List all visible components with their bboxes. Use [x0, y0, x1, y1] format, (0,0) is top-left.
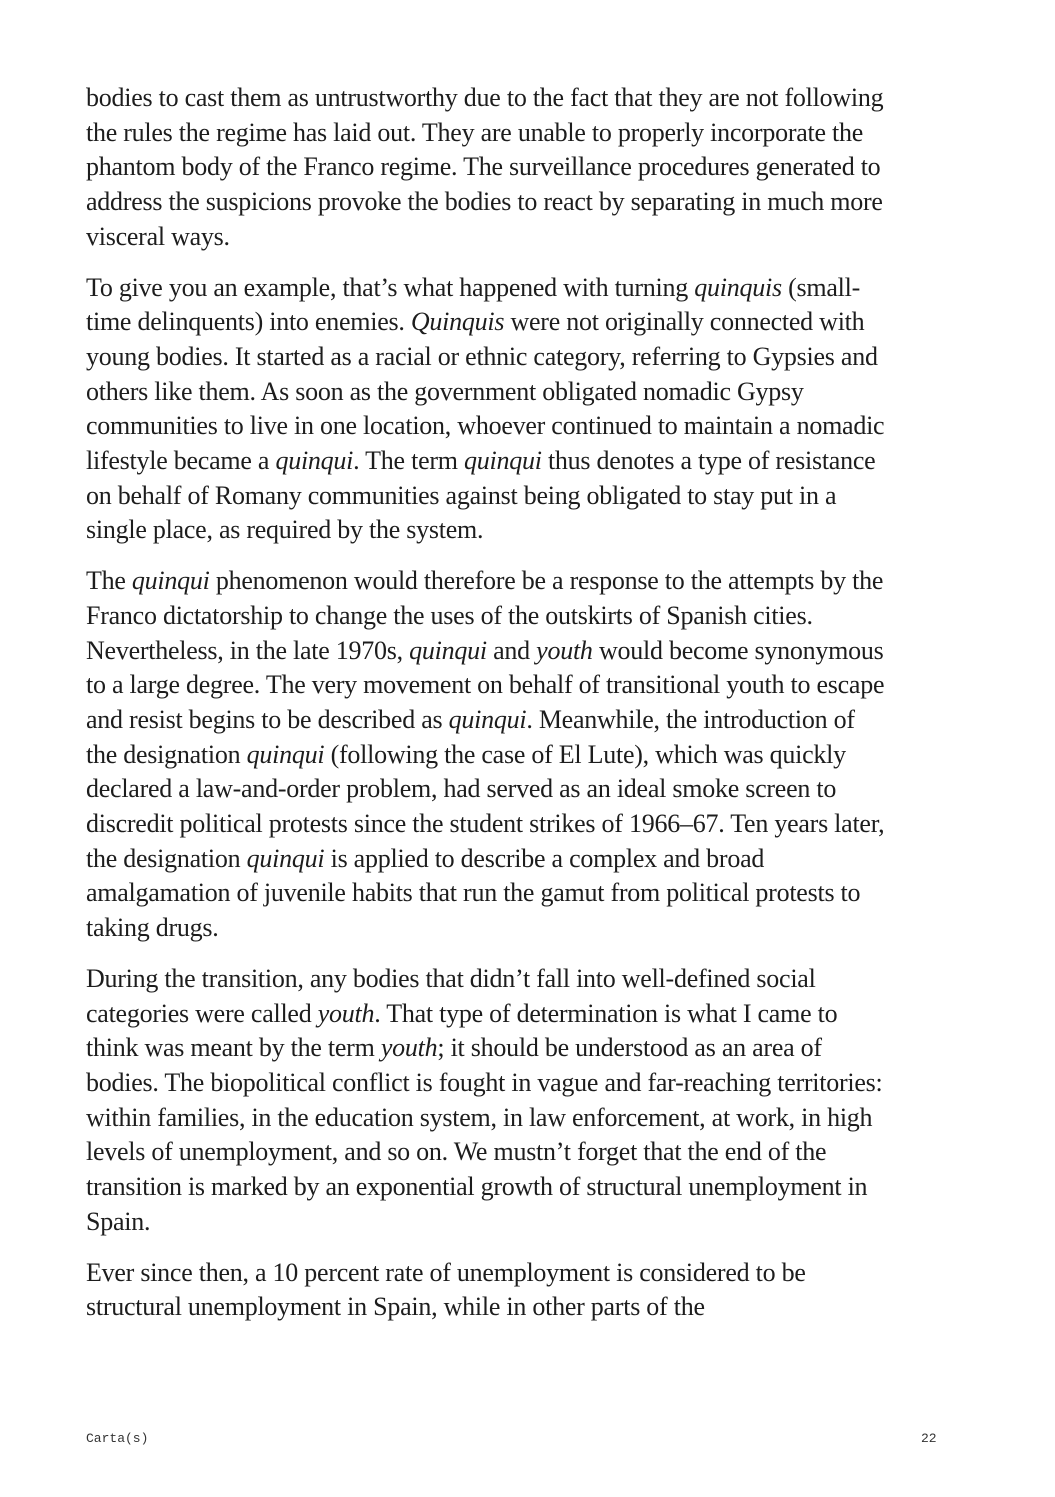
body-text — [86, 81, 886, 1325]
text-run: thus denotes a type of resistance on behalf of Romany communities against being obligated to stay put in a single place, as required by the system. — [86, 446, 876, 545]
italic-term: quinqui — [464, 446, 542, 476]
italic-term: quinqui — [246, 739, 325, 769]
text-run: is applied to describe a complex and broad amalgamation of juvenile habits that run the gamut from political protests to taking drugs. — [86, 843, 861, 943]
italic-term: quinqui — [131, 566, 210, 596]
text-run: The — [86, 566, 132, 596]
paragraph-5 — [86, 1256, 886, 1325]
text-run: . Meanwhile, the introduction of the designation — [86, 704, 855, 769]
italic-term: youth — [380, 1033, 438, 1063]
italic-term: Quinquis — [410, 307, 505, 337]
text-run: and — [486, 635, 537, 665]
paragraph-4 — [86, 962, 886, 1240]
text-run: would become synonymous to a large degree. The very movement on behalf of transitional youth to escape and resist begins to be described as — [86, 635, 885, 734]
text-run: ; it should be understood as an area of bodies. The biopolitical conflict is fought in vague and far-reaching territories: within families, in the education system, in law enforcement, at work, in high levels of unemployment, and so on. We mustn’t forget that the end of the transition is marked by an exponential growth of structural unemployment in Spain. — [86, 1033, 883, 1236]
paragraph-1 — [86, 81, 886, 255]
text-run: To give you an example, that’s what happened with turning — [86, 272, 695, 302]
text-run: . The term — [353, 446, 464, 476]
paragraph-2 — [86, 271, 886, 549]
text-run: . That type of determination is what I came to think was meant by the term — [86, 998, 838, 1063]
italic-term: quinqui — [275, 446, 354, 476]
publication-title: Carta(s) — [86, 1431, 149, 1446]
text-run: (small-time delinquents) into enemies. — [86, 272, 860, 337]
text-run: (following the case of El Lute), which was quickly declared a law-and-order problem, had served as an ideal smoke screen to discredit political protests since the student strikes of 1966–67. Ten years later, the designation — [86, 739, 885, 873]
italic-term: youth — [317, 998, 375, 1028]
page-number: 22 — [921, 1431, 937, 1446]
paragraph-3 — [86, 564, 886, 946]
text-run: were not originally connected with young bodies. It started as a racial or ethnic category, referring to Gypsies and others like them. As soon as the government obligated nomadic Gypsy communities to live in one location, whoever continued to maintain a nomadic lifestyle became a — [86, 307, 885, 476]
italic-term: quinqui — [448, 704, 527, 734]
italic-term: quinquis — [694, 272, 782, 302]
text-run: During the transition, any bodies that didn’t fall into well-defined social categories were called — [86, 963, 816, 1028]
text-run: phenomenon would therefore be a response to the attempts by the Franco dictatorship to change the uses of the outskirts of Spanish cities. Nevertheless, in the late 1970s, — [86, 566, 884, 665]
text-run: bodies to cast them as untrustworthy due to the fact that they are not following the rules the regime has laid out. They are unable to properly incorporate the phantom body of the Franco regime. The surveillance procedures generated to address the suspicions provoke the bodies to react by separating in much more visceral ways. — [86, 83, 884, 251]
italic-term: quinqui — [246, 843, 325, 873]
italic-term: youth — [536, 635, 593, 665]
text-run: Ever since then, a 10 percent rate of unemployment is considered to be structural unemployment in Spain, while in other parts of the — [86, 1257, 806, 1322]
italic-term: quinqui — [409, 635, 487, 665]
